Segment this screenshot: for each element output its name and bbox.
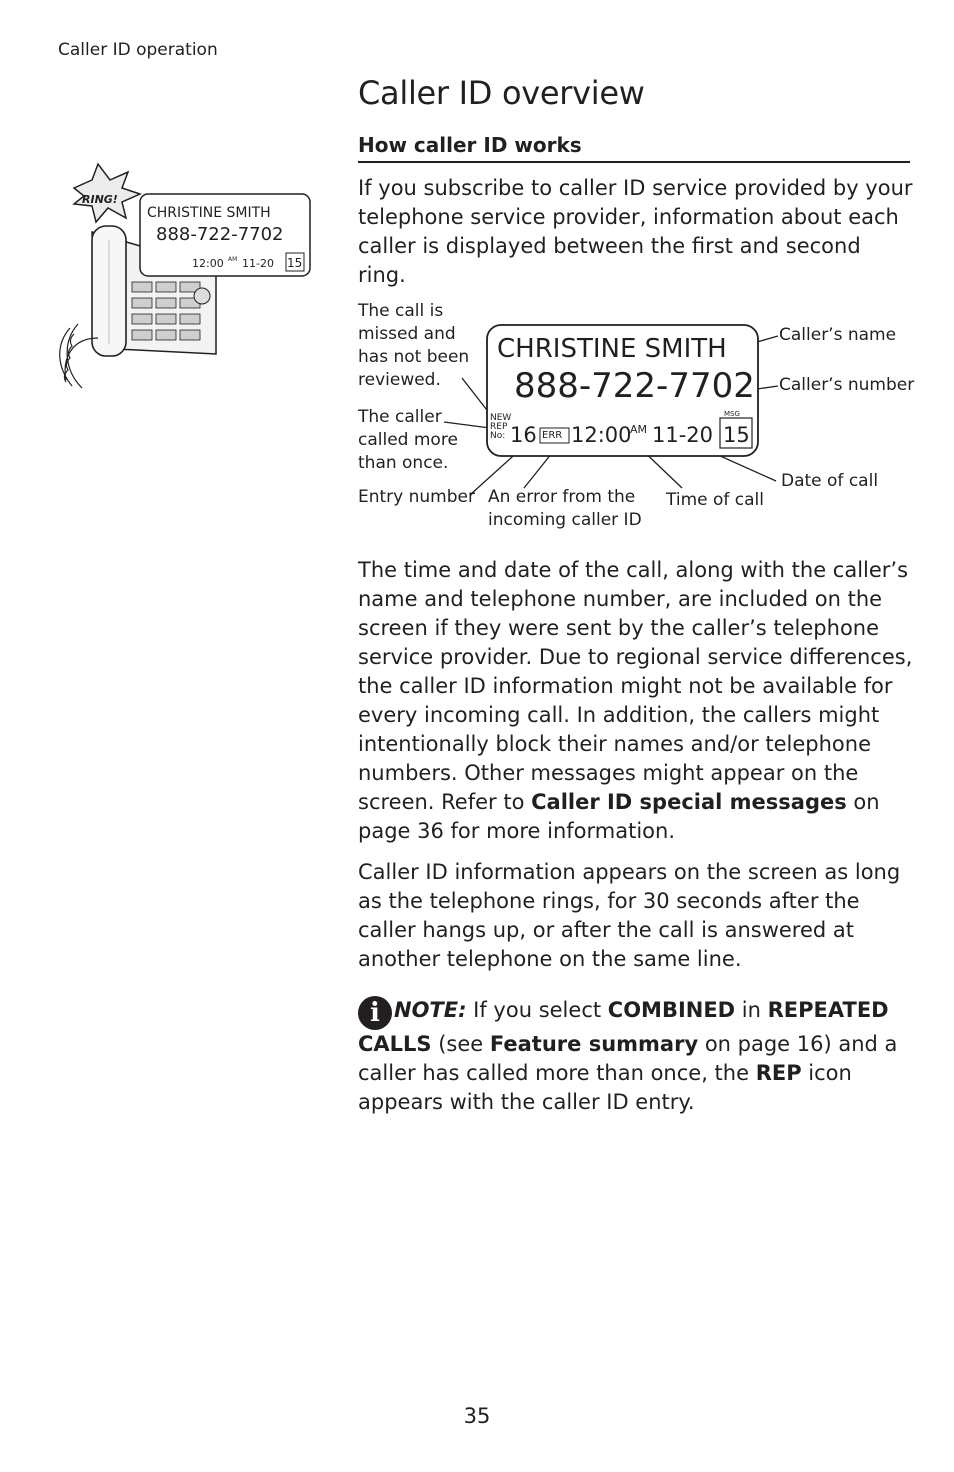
screen-err-icon: ERR: [542, 430, 563, 441]
intro-paragraph: If you subscribe to caller ID service provided by your telephone service provider, information about each caller is displayed between the first and second ring.: [358, 176, 913, 287]
illustration-number: 888-722-7702: [156, 224, 284, 245]
illustration-ampm: AM: [228, 256, 238, 263]
screen-msg-icon: MSG: [724, 410, 740, 418]
screen-rep-icon: REP: [490, 422, 508, 432]
paragraph-display-duration: Caller ID information appears on the screen as long as the telephone rings, for 30 seconds after the caller hangs up, or after the call is answered at another telephone on the same line.: [358, 860, 901, 971]
info-icon: i: [358, 996, 392, 1030]
link-special-messages: Caller ID special messages: [531, 790, 847, 814]
note-label: NOTE:: [394, 998, 467, 1022]
running-header: Caller ID operation: [58, 40, 218, 60]
screen-caller-name: CHRISTINE SMITH: [497, 334, 727, 364]
page-number: 35: [463, 1404, 491, 1428]
screen-count: 15: [723, 423, 750, 447]
callout-date-of-call: Date of call: [781, 471, 879, 491]
callout-time-of-call: Time of call: [666, 490, 765, 510]
screen-ampm: AM: [630, 423, 648, 436]
ring-label: RING!: [82, 193, 118, 206]
callout-callers-number: Caller’s number: [779, 375, 915, 395]
illustration-count: 15: [287, 256, 303, 270]
callout-repeat: The caller called more than once.: [358, 407, 458, 473]
callout-entry-number: Entry number: [358, 487, 475, 507]
screen-new-icon: NEW: [490, 413, 512, 423]
illustration-name: CHRISTINE SMITH: [147, 205, 271, 221]
screen-date: 11-20: [652, 423, 714, 447]
paragraph-display-info: The time and date of the call, along with the caller’s name and telephone number, are included on the screen if they were sent by the caller’s telephone service provider. Due to regional service differences, the caller ID information might not be available for every incoming call. In addition, the callers might intentionally block their names and/or telephone numbers. Other messages might appear on the screen. Refer to Caller ID special messages on page 36 for more information.: [358, 558, 913, 843]
page-title: Caller ID overview: [358, 74, 645, 112]
illustration-date: 11-20: [242, 257, 274, 270]
callout-error: An error from the incoming caller ID: [488, 487, 642, 530]
screen-entry-number: 16: [510, 423, 537, 447]
section-heading: How caller ID works: [358, 133, 910, 163]
callout-missed: The call is missed and has not been reviewed.: [358, 301, 470, 390]
note-block: i NOTE: If you select COMBINED in REPEATED CALLS (see Feature summary on page 16) and a caller has called more than once, the REP icon appears with the caller ID entry.: [358, 998, 898, 1114]
illustration-time: 12:00: [192, 257, 224, 270]
screen-time: 12:00: [571, 423, 632, 447]
screen-no-label: No:: [490, 431, 506, 441]
screen-caller-number: 888-722-7702: [514, 366, 755, 406]
callout-callers-name: Caller’s name: [779, 325, 897, 345]
